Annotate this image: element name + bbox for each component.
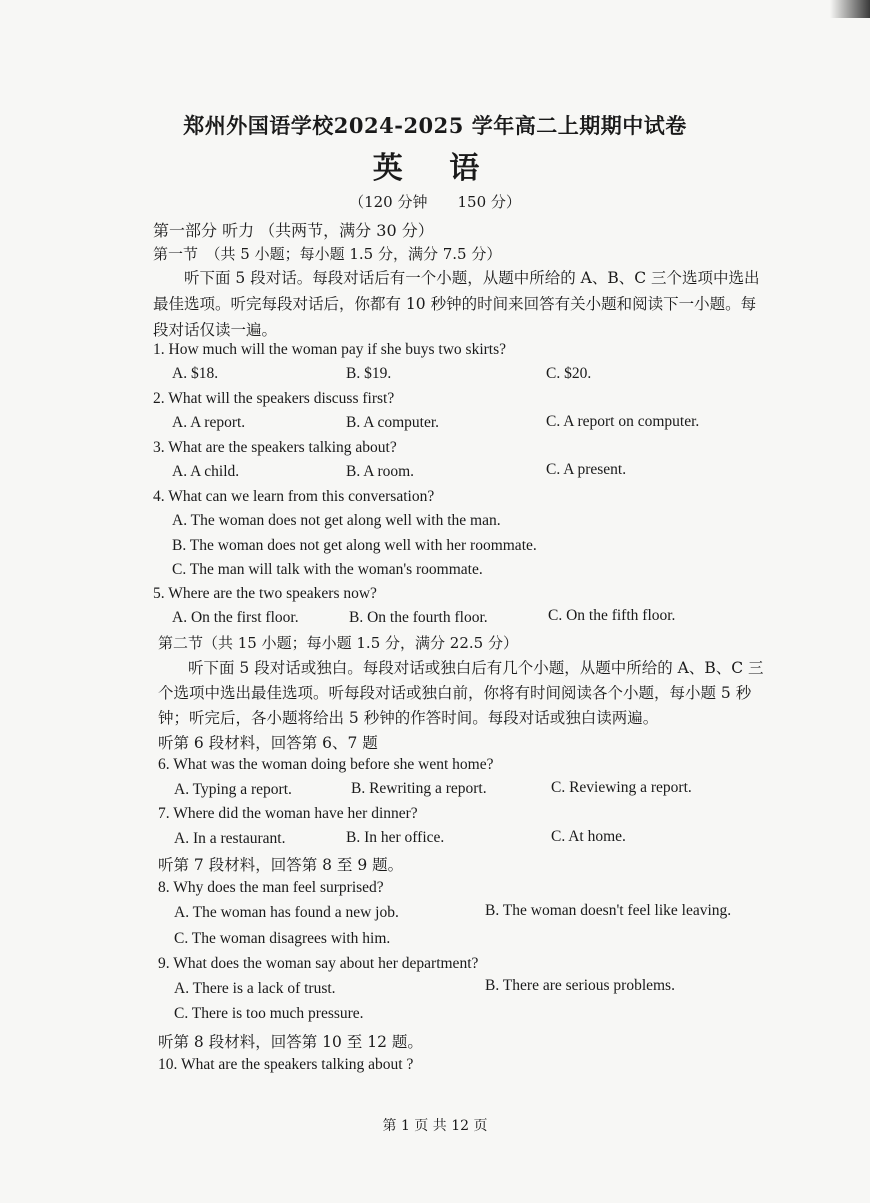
question-2: 2. What will the speakers discuss first? bbox=[153, 390, 395, 407]
question-6: 6. What was the woman doing before she went home? bbox=[158, 756, 494, 773]
question-3: 3. What are the speakers talking about? bbox=[153, 439, 397, 456]
question-1: 1. How much will the woman pay if she buys two skirts? bbox=[153, 341, 507, 358]
q2-option-b: B. A computer. bbox=[346, 414, 439, 431]
q6-option-c: C. Reviewing a report. bbox=[551, 779, 692, 796]
q1-option-c: C. $20. bbox=[546, 365, 592, 382]
q3-option-b: B. A room. bbox=[346, 463, 415, 480]
section2-instruction-1: 听下面 5 段对话或独白。每段对话或独白后有几个小题，从题中所给的 A、B、C 三 bbox=[188, 659, 764, 677]
q3-option-c: C. A present. bbox=[546, 461, 627, 478]
question-5: 5. Where are the two speakers now? bbox=[153, 585, 377, 602]
section1-heading: 第一节 （共 5 小题；每小题 1.5 分，满分 7.5 分） bbox=[153, 245, 502, 263]
q4-option-a: A. The woman does not get along well with the man. bbox=[172, 512, 501, 529]
question-4: 4. What can we learn from this conversation? bbox=[153, 488, 435, 505]
q7-option-c: C. At home. bbox=[551, 828, 626, 845]
q5-option-c: C. On the fifth floor. bbox=[548, 607, 676, 624]
q1-option-b: B. $19. bbox=[346, 365, 392, 382]
q8-option-c: C. The woman disagrees with him. bbox=[174, 930, 391, 947]
q4-option-c: C. The man will talk with the woman's roommate. bbox=[172, 561, 483, 578]
q9-option-a: A. There is a lack of trust. bbox=[174, 980, 336, 997]
section1-instruction-1: 听下面 5 段对话。每段对话后有一个小题，从题中所给的 A、B、C 三个选项中选出 bbox=[184, 269, 760, 287]
part1-heading: 第一部分 听力 （共两节，满分 30 分） bbox=[153, 221, 434, 240]
material-7-label: 听第 7 段材料，回答第 8 至 9 题。 bbox=[158, 856, 404, 874]
question-8: 8. Why does the man feel surprised? bbox=[158, 879, 384, 896]
question-10: 10. What are the speakers talking about ? bbox=[158, 1056, 414, 1073]
q7-option-a: A. In a restaurant. bbox=[174, 830, 286, 847]
q7-option-b: B. In her office. bbox=[346, 829, 445, 846]
exam-timing: （120 分钟 150 分） bbox=[349, 193, 521, 211]
question-9: 9. What does the woman say about her department? bbox=[158, 955, 479, 972]
question-7: 7. Where did the woman have her dinner? bbox=[158, 805, 418, 822]
section1-instruction-2: 最佳选项。听完每段对话后，你都有 10 秒钟的时间来回答有关小题和阅读下一小题。每 bbox=[153, 295, 757, 313]
q3-option-a: A. A child. bbox=[172, 463, 240, 480]
q4-option-b: B. The woman does not get along well with her roommate. bbox=[172, 537, 537, 554]
q1-option-a: A. $18. bbox=[172, 365, 219, 382]
q9-option-c: C. There is too much pressure. bbox=[174, 1005, 364, 1022]
material-8-label: 听第 8 段材料，回答第 10 至 12 题。 bbox=[158, 1033, 423, 1051]
section2-instruction-2: 个选项中选出最佳选项。听每段对话或独白前，你将有时间阅读各个小题，每小题 5 秒 bbox=[158, 684, 752, 702]
section2-heading: 第二节（共 15 小题；每小题 1.5 分，满分 22.5 分） bbox=[158, 634, 518, 652]
q2-option-a: A. A report. bbox=[172, 414, 246, 431]
section2-instruction-3: 钟；听完后，各小题将给出 5 秒钟的作答时间。每段对话或独白读两遍。 bbox=[158, 709, 659, 727]
q8-option-b: B. The woman doesn't feel like leaving. bbox=[485, 902, 732, 919]
exam-title: 郑州外国语学校2024-2025 学年高二上期期中试卷 bbox=[183, 113, 687, 138]
q6-option-a: A. Typing a report. bbox=[174, 781, 292, 798]
q9-option-b: B. There are serious problems. bbox=[485, 977, 675, 994]
scan-corner-shadow bbox=[830, 0, 870, 18]
material-6-label: 听第 6 段材料，回答第 6、7 题 bbox=[158, 734, 378, 752]
section1-instruction-3: 段对话仅读一遍。 bbox=[153, 321, 278, 339]
subject-title: 英 语 bbox=[372, 151, 498, 186]
q8-option-a: A. The woman has found a new job. bbox=[174, 904, 399, 921]
q5-option-b: B. On the fourth floor. bbox=[349, 609, 488, 626]
page-footer: 第 1 页 共 12 页 bbox=[382, 1118, 488, 1134]
q2-option-c: C. A report on computer. bbox=[546, 413, 700, 430]
q6-option-b: B. Rewriting a report. bbox=[351, 780, 487, 797]
q5-option-a: A. On the first floor. bbox=[172, 609, 299, 626]
